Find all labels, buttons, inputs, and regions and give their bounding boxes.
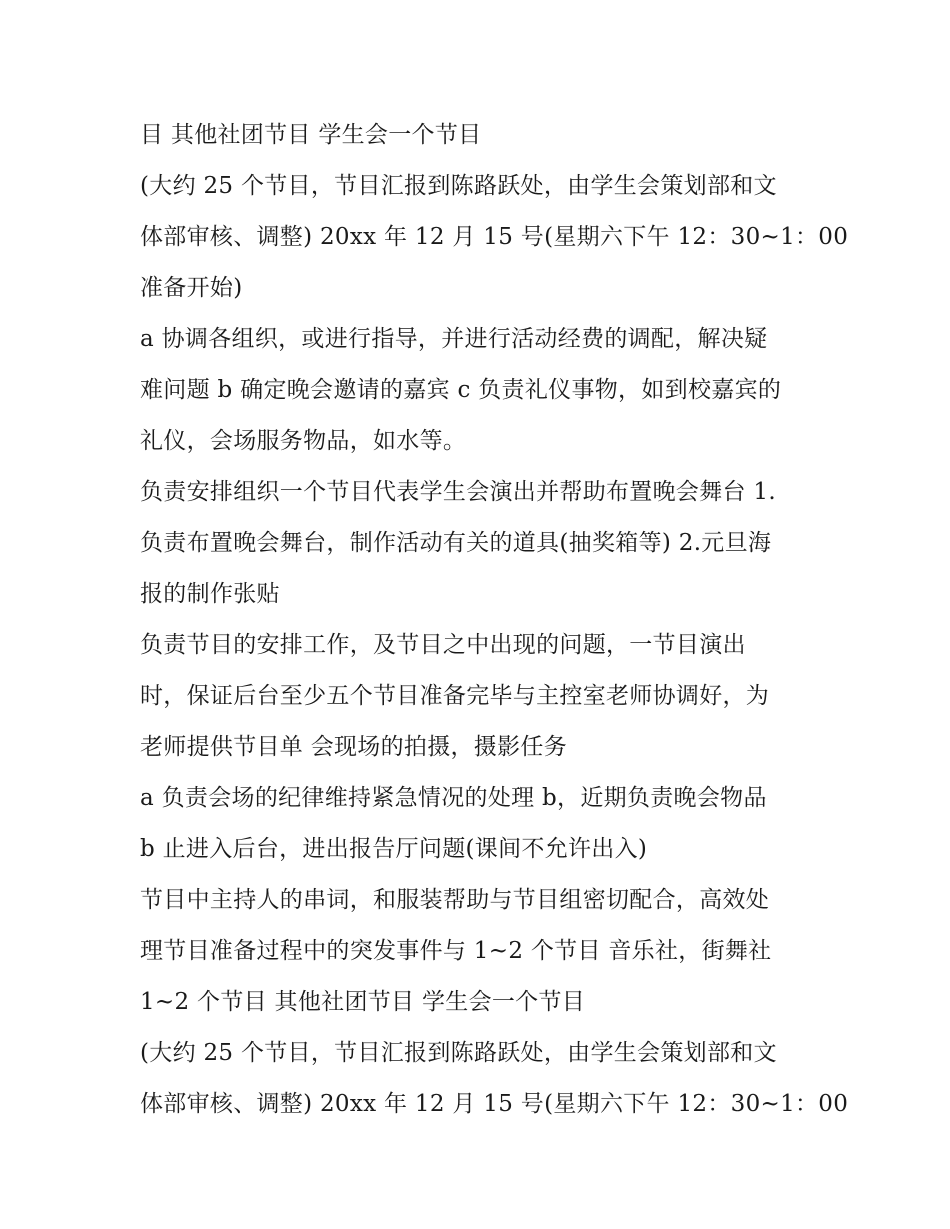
text-line: 报的制作张贴 — [140, 581, 280, 607]
document-body — [140, 110, 849, 1130]
text-line: 负责安排组织一个节目代表学生会演出并帮助布置晚会舞台 1. — [140, 479, 776, 505]
text-line: 节目中主持人的串词，和服装帮助与节目组密切配合，高效处 — [140, 887, 770, 913]
text-line: a 协调各组织，或进行指导，并进行活动经费的调配，解决疑 — [140, 326, 768, 352]
text-line: 负责布置晚会舞台，制作活动有关的道具(抽奖箱等) 2.元旦海 — [140, 530, 772, 556]
text-line: 难问题 b 确定晚会邀请的嘉宾 c 负责礼仪事物，如到校嘉宾的 — [140, 377, 782, 403]
text-line: 时，保证后台至少五个节目准备完毕与主控室老师协调好，为 — [140, 683, 770, 709]
text-line: 理节目准备过程中的突发事件与 1~2 个节目 音乐社，街舞社 — [140, 938, 772, 964]
text-line: 准备开始) — [140, 275, 243, 301]
text-line: 1~2 个节目 其他社团节目 学生会一个节目 — [140, 989, 586, 1015]
text-line: 负责节目的安排工作，及节目之中出现的问题，一节目演出 — [140, 632, 746, 658]
text-line: (大约 25 个节目，节目汇报到陈路跃处，由学生会策划部和文 — [140, 173, 777, 199]
text-line: 目 其他社团节目 学生会一个节目 — [140, 122, 482, 148]
text-line: 老师提供节目单 会现场的拍摄，摄影任务 — [140, 734, 568, 760]
text-line: 体部审核、调整) 20xx 年 12 月 15 号(星期六下午 12：30~1：00 — [140, 224, 849, 250]
text-line: 体部审核、调整) 20xx 年 12 月 15 号(星期六下午 12：30~1：00 — [140, 1091, 849, 1117]
text-line: 礼仪，会场服务物品，如水等。 — [140, 428, 467, 454]
text-line: (大约 25 个节目，节目汇报到陈路跃处，由学生会策划部和文 — [140, 1040, 777, 1066]
text-line: b 止进入后台，进出报告厅问题(课间不允许出入) — [140, 836, 648, 862]
text-line: a 负责会场的纪律维持紧急情况的处理 b，近期负责晚会物品 — [140, 785, 767, 811]
